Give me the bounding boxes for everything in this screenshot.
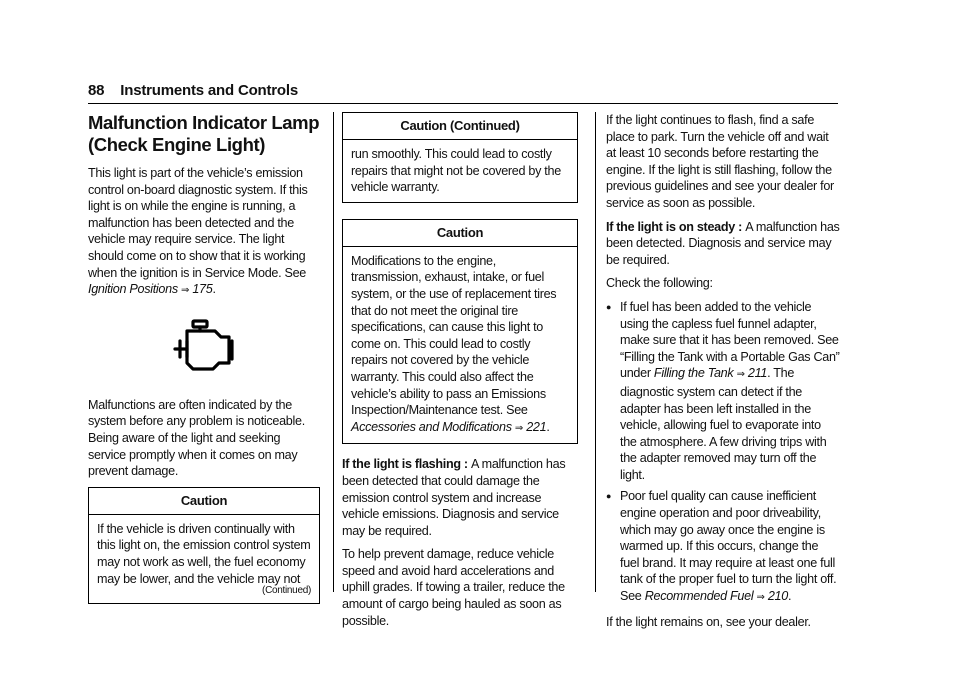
- steady-label: If the light is on steady :: [606, 219, 746, 234]
- accessories-link[interactable]: Accessories and Modifications: [351, 419, 512, 434]
- flashing-text: A malfunction has been detected that could damage the emission control system and increase vehicle emissions. Diagnosis and service may be required.: [342, 457, 566, 538]
- filling-tank-page[interactable]: 211: [747, 366, 768, 381]
- ignition-positions-link[interactable]: Ignition Positions: [88, 282, 178, 297]
- page-number: 88: [88, 82, 105, 99]
- bullet-1-end: . The diagnostic system can detect if the adapter has been left installed in the vehicle, allowing fuel to evaporate into the atmosphere. A few driving trips with the adapter removed may turn off the light.: [620, 366, 827, 482]
- caution-continued-body: run smoothly. This could lead to costly repairs that might not be covered by the vehicle warranty.: [351, 147, 561, 195]
- column-divider-2: [595, 112, 596, 592]
- prevent-damage-paragraph: To help prevent damage, reduce vehicle speed and avoid hard accelerations and uphill grades. If towing a trailer, reduce the amount of cargo being hauled as soon as possible.: [342, 547, 565, 628]
- page-ref-arrow-icon: ⇒: [756, 592, 765, 604]
- page-ref-arrow-icon: ⇒: [736, 369, 745, 381]
- caution-2-text: Modifications to the engine, transmission, exhaust, intake, or fuel system, or the use of replacement tires that do not meet the original tire specifications, can cause this light to come on. This could lead to costly repairs not covered by the vehicle warranty. This could also affect the vehicle’s ability to pass an Emissions Inspection/Maintenance test. See: [351, 253, 557, 418]
- caution-continued-title: Caution (Continued): [343, 113, 577, 140]
- caution-box-continued: [342, 112, 578, 203]
- column-1: [88, 112, 320, 614]
- section-title: Instruments and Controls: [120, 82, 299, 99]
- caution-title: Caution: [89, 488, 319, 515]
- caution-2-title: Caution: [343, 220, 577, 247]
- check-list: [606, 299, 840, 607]
- caution-text: If the vehicle is driven continually with this light on, the emission control system may not work as well, the fuel economy may be lower, and the vehicle may not: [97, 521, 311, 586]
- page-ref-arrow-icon: ⇒: [514, 422, 523, 434]
- continue-flash-paragraph: If the light continues to flash, find a safe place to park. Turn the vehicle off and wait at least 10 seconds before restarting the engine. If the light is still flashing, follow the previous guidelines and see your dealer for service as soon as possible.: [606, 113, 834, 210]
- check-following-label: Check the following:: [606, 276, 713, 291]
- page-header: [88, 82, 298, 99]
- page-ref-arrow-icon: ⇒: [181, 285, 190, 297]
- check-engine-icon: [88, 308, 320, 383]
- list-item: [606, 299, 840, 484]
- caution-2-body: [343, 247, 577, 444]
- remains-on-paragraph: If the light remains on, see your dealer.: [606, 614, 811, 629]
- column-3: [606, 112, 840, 637]
- bullet-1-text: If fuel has been added to the vehicle using the capless fuel funnel adapter, make sure that it has been removed. See “Filling the Tank with a Portable Gas Can” under: [620, 299, 840, 381]
- caution-box-1: [88, 487, 320, 604]
- recommended-fuel-page[interactable]: 210: [767, 589, 788, 604]
- section-heading: Malfunction Indicator Lamp (Check Engine Light): [88, 112, 320, 155]
- accessories-page[interactable]: 221: [526, 419, 547, 434]
- recommended-fuel-link[interactable]: Recommended Fuel: [644, 589, 754, 604]
- intro-paragraph: [88, 165, 320, 300]
- caution-body: [89, 515, 319, 603]
- flashing-label: If the light is flashing :: [342, 457, 472, 472]
- steady-text: A malfunction has been detected. Diagnosis and service may be required.: [606, 219, 840, 267]
- caution-2-end: .: [546, 419, 550, 434]
- filling-tank-link[interactable]: Filling the Tank: [653, 366, 734, 381]
- continued-label: (Continued): [262, 585, 311, 597]
- intro-end: .: [212, 282, 216, 297]
- steady-paragraph: [606, 219, 840, 269]
- column-divider-1: [333, 112, 334, 592]
- bullet-2-end: .: [787, 589, 792, 604]
- flashing-paragraph: [342, 456, 578, 539]
- malfunction-paragraph: Malfunctions are often indicated by the system before any problem is noticeable. Being aware of the light and seeking service promptly when it comes on may prevent damage.: [88, 397, 305, 479]
- intro-text: This light is part of the vehicle’s emission control on-board diagnostic system. If this light is on while the engine is running, a malfunction has been detected and the vehicle may require service. The light should come on to show that it is working when the ignition is in Service Mode. See: [88, 166, 308, 280]
- list-item: [606, 488, 840, 606]
- column-2: [342, 112, 578, 636]
- bullet-2-text: Poor fuel quality can cause inefficient engine operation and poor driveability, which may go away once the engine is warmed up. If this occurs, change the fuel brand. It may require at least one full tank of the proper fuel to turn the light off. See: [620, 489, 837, 604]
- caution-box-2: [342, 219, 578, 445]
- header-rule: [88, 103, 838, 104]
- ignition-positions-page[interactable]: 175: [192, 282, 213, 297]
